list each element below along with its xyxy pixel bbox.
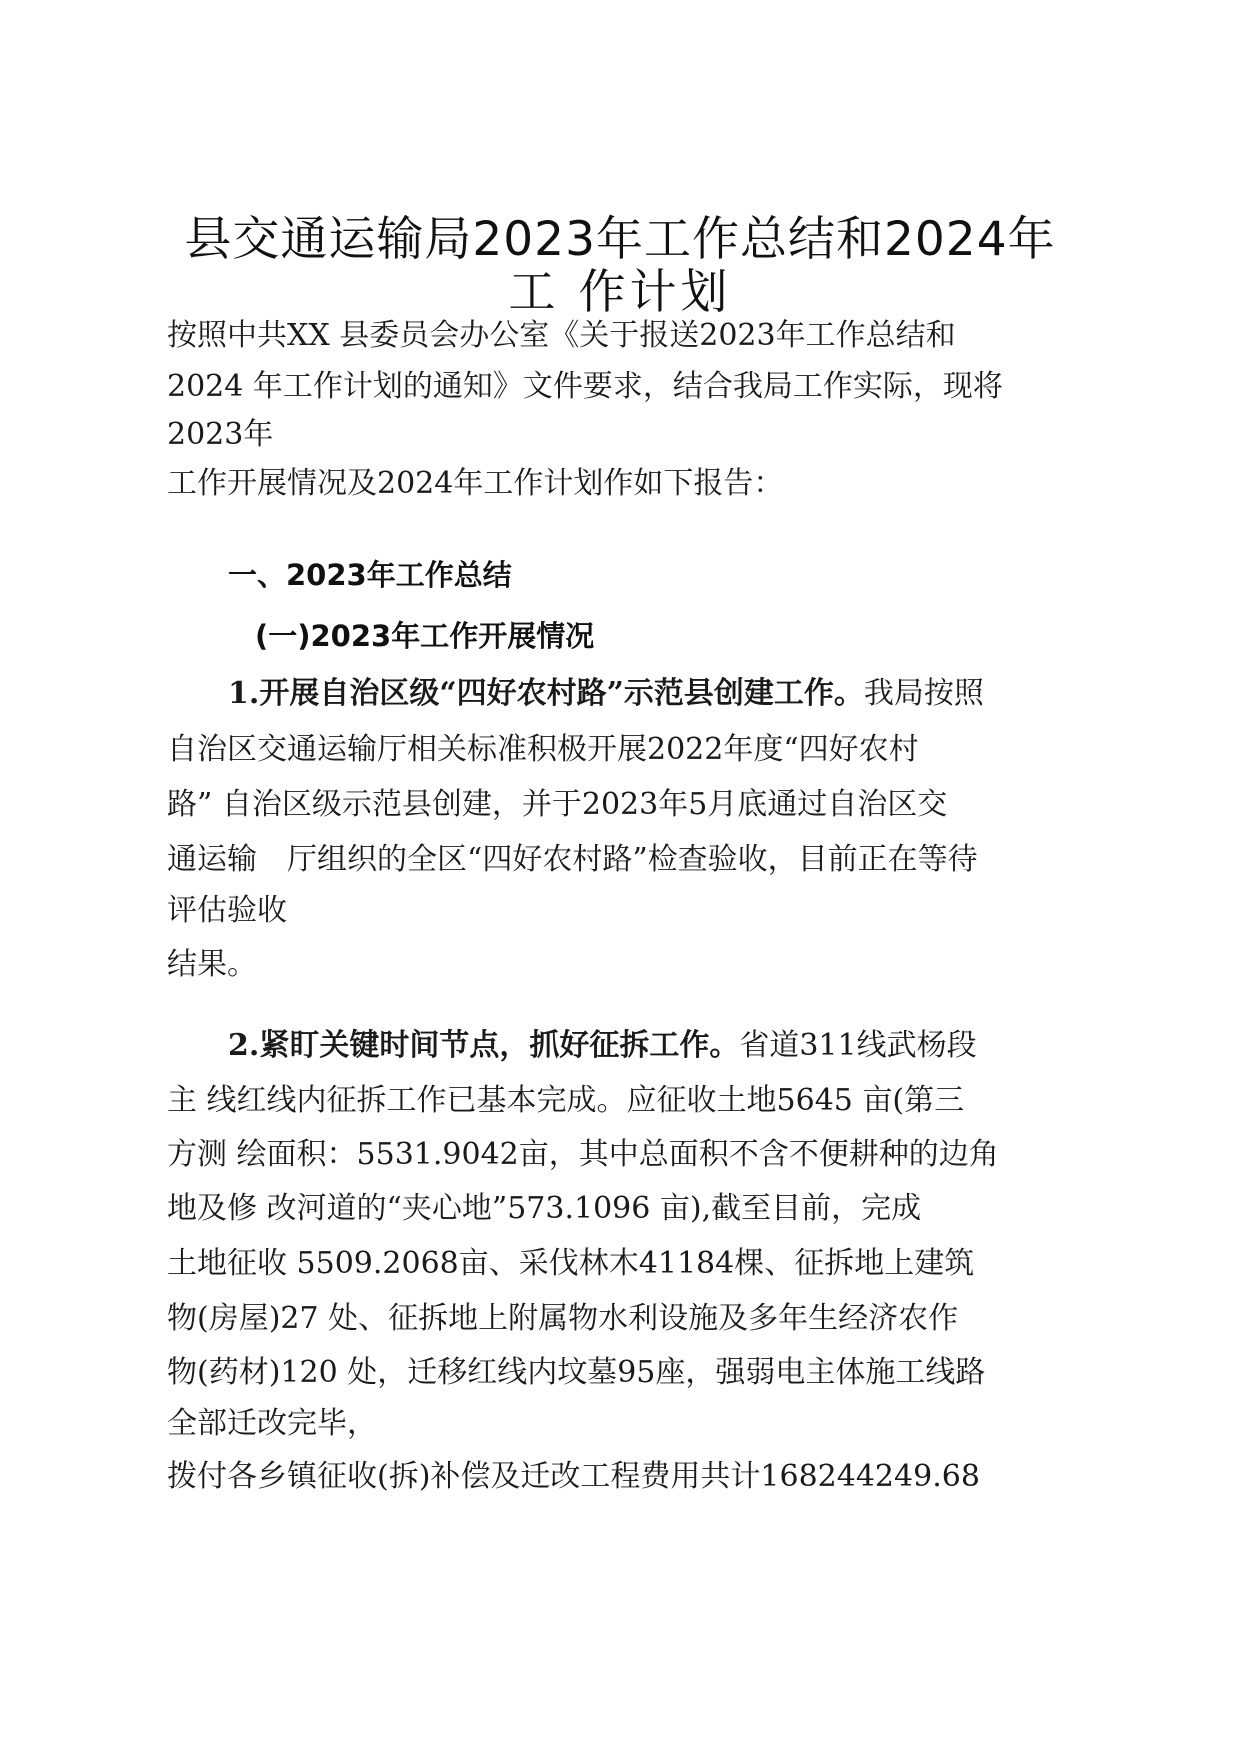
item2-line-6: 物(药材)120 处，迁移红线内坟墓95座，强弱电主体施工线路 <box>167 1355 986 1390</box>
item1-line-1: 自治区交通运输厅相关标准积极开展2022年度“四好农村 <box>167 732 919 767</box>
item2-lead-line <box>228 1026 977 1066</box>
section-heading-summary: 一、2023年工作总结 <box>228 558 512 592</box>
item2-lead: 2.紧盯关键时间节点，抓好征拆工作。 <box>228 1028 740 1063</box>
item1-lead-line <box>228 674 984 714</box>
item1-line-5: 结果。 <box>167 947 257 982</box>
item2-line-4: 土地征收 5509.2068亩、采伐林木41184棵、征拆地上建筑 <box>167 1246 975 1281</box>
intro-line-3: 2023年 <box>167 417 274 452</box>
document-title-line-2: 工 作计划 <box>508 265 732 320</box>
subsection-heading-progress: (一)2023年工作开展情况 <box>255 619 595 653</box>
item2-line-7: 全部迁改完毕， <box>167 1406 377 1441</box>
intro-line-1: 按照中共XX 县委员会办公室《关于报送2023年工作总结和 <box>167 318 956 353</box>
item2-line-5: 物(房屋)27 处、征拆地上附属物水利设施及多年生经济农作 <box>167 1301 959 1336</box>
item2-line-1: 主 线红线内征拆工作已基本完成。应征收土地5645 亩(第三 <box>167 1083 965 1118</box>
item1-line-2: 路” 自治区级示范县创建，并于2023年5月底通过自治区交 <box>167 787 948 822</box>
item2-line-8: 拨付各乡镇征收(拆)补偿及迁改工程费用共计168244249.68 <box>167 1459 980 1494</box>
item2-lead-tail: 省道311线武杨段 <box>739 1028 977 1063</box>
item2-line-3: 地及修 改河道的“夹心地”573.1096 亩),截至目前，完成 <box>167 1191 922 1226</box>
item1-line-4: 评估验收 <box>167 893 287 928</box>
item1-line-3: 通运输 厅组织的全区“四好农村路”检查验收，目前正在等待 <box>167 842 978 877</box>
document-title-line-1: 县交通运输局2023年工作总结和2024年 <box>184 212 1056 267</box>
intro-line-4: 工作开展情况及2024年工作计划作如下报告： <box>167 466 784 501</box>
item2-line-2: 方测 绘面积：5531.9042亩，其中总面积不含不便耕种的边角 <box>167 1137 999 1172</box>
item1-lead-tail: 我局按照 <box>863 676 984 711</box>
intro-line-2: 2024 年工作计划的通知》文件要求，结合我局工作实际，现将 <box>167 369 1003 404</box>
item1-lead: 1.开展自治区级“四好农村路”示范县创建工作。 <box>228 676 864 711</box>
